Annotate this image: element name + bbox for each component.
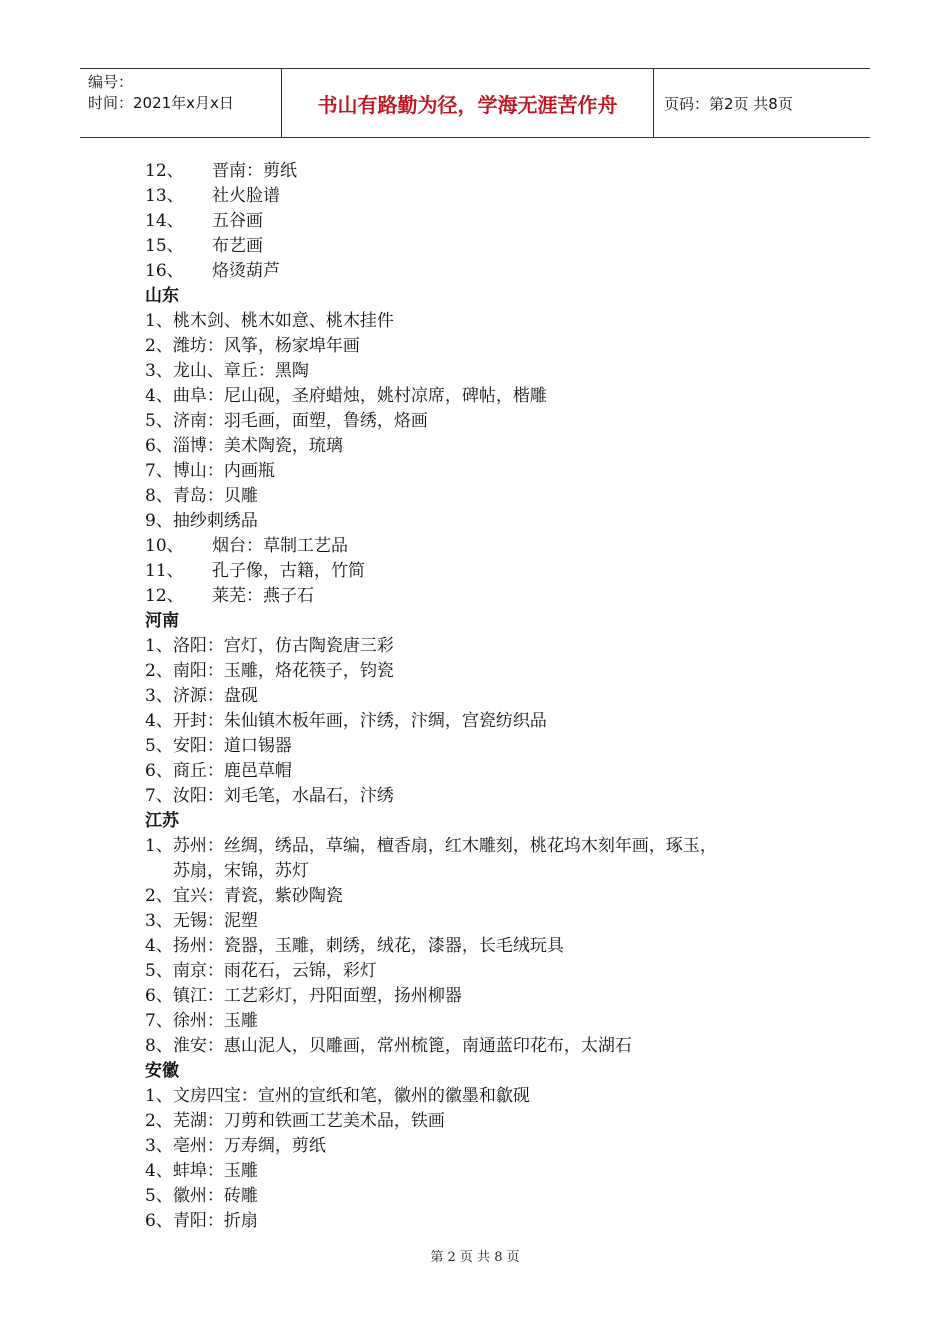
list-item-number: 3、 (145, 361, 173, 381)
list-item-number: 11、 (145, 561, 184, 581)
list-item-text: 潍坊：风筝，杨家埠年画 (172, 336, 360, 356)
list-item-text: 烟台：草制工艺品 (212, 536, 348, 556)
list-item (145, 259, 815, 284)
list-item-number: 6、 (145, 761, 173, 781)
list-item-number: 4、 (145, 711, 173, 731)
list-item-text: 晋南：剪纸 (212, 161, 297, 181)
document-body (145, 159, 815, 1234)
list-item (145, 434, 815, 459)
header-page-cell (654, 69, 870, 137)
list-item (145, 409, 815, 434)
list-item-text: 商丘：鹿邑草帽 (172, 761, 292, 781)
list-item (145, 334, 815, 359)
list-item-number: 2、 (145, 1111, 173, 1131)
list-item (145, 384, 815, 409)
list-item-number: 5、 (145, 1186, 173, 1206)
list-item (145, 1209, 815, 1234)
header-motto-cell (281, 69, 654, 137)
list-item (145, 934, 815, 959)
list-item (145, 234, 815, 259)
list-item-text: 济源：盘砚 (172, 686, 258, 706)
list-item-number: 2、 (145, 336, 173, 356)
list-item-text: 亳州：万寿绸，剪纸 (172, 1136, 326, 1156)
list-item-number: 3、 (145, 686, 173, 706)
list-item-text: 青岛：贝雕 (172, 486, 258, 506)
list-item-text: 汝阳：刘毛笔，水晶石，汴绣 (172, 786, 394, 806)
list-item (145, 309, 815, 334)
list-item-text: 芜湖：刀剪和铁画工艺美术品，铁画 (172, 1111, 445, 1131)
list-item (145, 184, 815, 209)
list-item (145, 559, 815, 584)
list-item-number: 5、 (145, 736, 173, 756)
list-item-text: 烙烫葫芦 (212, 261, 280, 281)
list-item-text: 无锡：泥塑 (172, 911, 258, 931)
list-item-text: 桃木剑、桃木如意、桃木挂件 (172, 311, 394, 331)
list-item-text: 开封：朱仙镇木板年画，汴绣，汴绸，宫瓷纺织品 (172, 711, 547, 731)
list-item (145, 959, 815, 984)
list-item-text: 曲阜：尼山砚，圣府蜡烛，姚村凉席，碑帖，楷雕 (172, 386, 547, 406)
list-item-text: 淮安：惠山泥人，贝雕画，常州梳篦，南通蓝印花布，太湖石 (172, 1036, 632, 1056)
list-item (145, 509, 815, 534)
list-item (145, 584, 815, 609)
list-item (145, 634, 815, 659)
list-item-number: 10、 (145, 536, 184, 556)
list-item-number: 1、 (145, 1086, 173, 1106)
list-item (145, 884, 815, 909)
list-item (145, 159, 815, 184)
list-item-number: 1、 (145, 836, 173, 856)
list-item (145, 534, 815, 559)
list-item (145, 759, 815, 784)
serial-label: 编号： (88, 73, 134, 91)
list-item-number: 5、 (145, 961, 173, 981)
list-item-number: 6、 (145, 436, 173, 456)
list-item (145, 834, 815, 884)
section-heading: 江苏 (145, 811, 179, 831)
list-item-number: 7、 (145, 461, 173, 481)
list-item (145, 1184, 815, 1209)
date-label: 时间：2021年x月x日 (88, 94, 234, 112)
list-item-text: 苏州：丝绸，绣品，草编，檀香扇，红木雕刻，桃花坞木刻年画，琢玉， (172, 836, 717, 856)
list-item (145, 209, 815, 234)
list-item-number: 15、 (145, 236, 184, 256)
list-item-text: 蚌埠：玉雕 (172, 1161, 258, 1181)
list-item (145, 709, 815, 734)
list-item-number: 8、 (145, 486, 173, 506)
list-item-text: 莱芜：燕子石 (212, 586, 314, 606)
list-item-text: 龙山、章丘：黑陶 (172, 361, 309, 381)
list-item-text: 博山：内画瓶 (172, 461, 275, 481)
list-item-text: 安阳：道口锡器 (172, 736, 292, 756)
list-item-text: 青阳：折扇 (172, 1211, 258, 1231)
list-item (145, 1009, 815, 1034)
list-item-number: 14、 (145, 211, 184, 231)
list-item-text: 南阳：玉雕，烙花筷子，钧瓷 (172, 661, 394, 681)
list-item (145, 734, 815, 759)
page-header (80, 68, 870, 138)
list-item (145, 1084, 815, 1109)
list-item-number: 2、 (145, 661, 173, 681)
list-item-number: 6、 (145, 986, 173, 1006)
list-item (145, 484, 815, 509)
list-item-number: 7、 (145, 1011, 173, 1031)
list-item-text: 社火脸谱 (212, 186, 280, 206)
list-item-text: 宜兴：青瓷，紫砂陶瓷 (172, 886, 343, 906)
list-item-number: 9、 (145, 511, 173, 531)
list-item-continuation: 苏扇，宋锦，苏灯 (173, 861, 309, 881)
list-item (145, 909, 815, 934)
list-item-text: 布艺画 (212, 236, 263, 256)
list-item-number: 1、 (145, 636, 173, 656)
list-item-number: 3、 (145, 1136, 173, 1156)
list-item-number: 8、 (145, 1036, 173, 1056)
list-item (145, 684, 815, 709)
list-item-text: 文房四宝：宣州的宣纸和笔，徽州的徽墨和歙砚 (172, 1086, 530, 1106)
list-item-text: 徽州：砖雕 (172, 1186, 258, 1206)
section-heading: 河南 (145, 611, 179, 631)
list-item-text: 扬州：瓷器，玉雕，刺绣，绒花，漆器，长毛绒玩具 (172, 936, 564, 956)
list-item (145, 1159, 815, 1184)
list-item-text: 济南：羽毛画，面塑，鲁绣，烙画 (172, 411, 428, 431)
list-item (145, 1109, 815, 1134)
section-heading: 山东 (145, 286, 179, 306)
list-item-text: 孔子像，古籍，竹简 (212, 561, 365, 581)
list-item-number: 4、 (145, 1161, 173, 1181)
list-item (145, 1034, 815, 1059)
header-meta-cell (80, 69, 281, 137)
list-item-number: 6、 (145, 1211, 173, 1231)
list-item-number: 7、 (145, 786, 173, 806)
list-item-text: 徐州：玉雕 (172, 1011, 258, 1031)
list-item (145, 459, 815, 484)
page-footer (0, 1246, 950, 1265)
list-item-text: 抽纱刺绣品 (172, 511, 258, 531)
list-item-number: 3、 (145, 911, 173, 931)
list-item-number: 13、 (145, 186, 184, 206)
list-item-text: 淄博：美术陶瓷，琉璃 (172, 436, 343, 456)
page-info: 页码：第2页 共8页 (664, 94, 793, 113)
list-item-text: 洛阳：宫灯，仿古陶瓷唐三彩 (172, 636, 394, 656)
list-item-text: 南京：雨花石，云锦，彩灯 (172, 961, 377, 981)
list-item-number: 1、 (145, 311, 173, 331)
list-item-number: 4、 (145, 936, 173, 956)
list-item-number: 16、 (145, 261, 184, 281)
list-item-text: 五谷画 (212, 211, 263, 231)
list-item-number: 12、 (145, 161, 184, 181)
footer-page-number: 第 2 页 共 8 页 (430, 1250, 520, 1265)
list-item (145, 659, 815, 684)
list-item-number: 4、 (145, 386, 173, 406)
motto-text: 书山有路勤为径，学海无涯苦作舟 (317, 92, 618, 117)
list-item (145, 1134, 815, 1159)
list-item-number: 5、 (145, 411, 173, 431)
list-item (145, 784, 815, 809)
list-item (145, 984, 815, 1009)
section-heading: 安徽 (145, 1061, 179, 1081)
list-item-number: 12、 (145, 586, 184, 606)
list-item (145, 359, 815, 384)
list-item-number: 2、 (145, 886, 173, 906)
list-item-text: 镇江：工艺彩灯，丹阳面塑，扬州柳器 (172, 986, 462, 1006)
